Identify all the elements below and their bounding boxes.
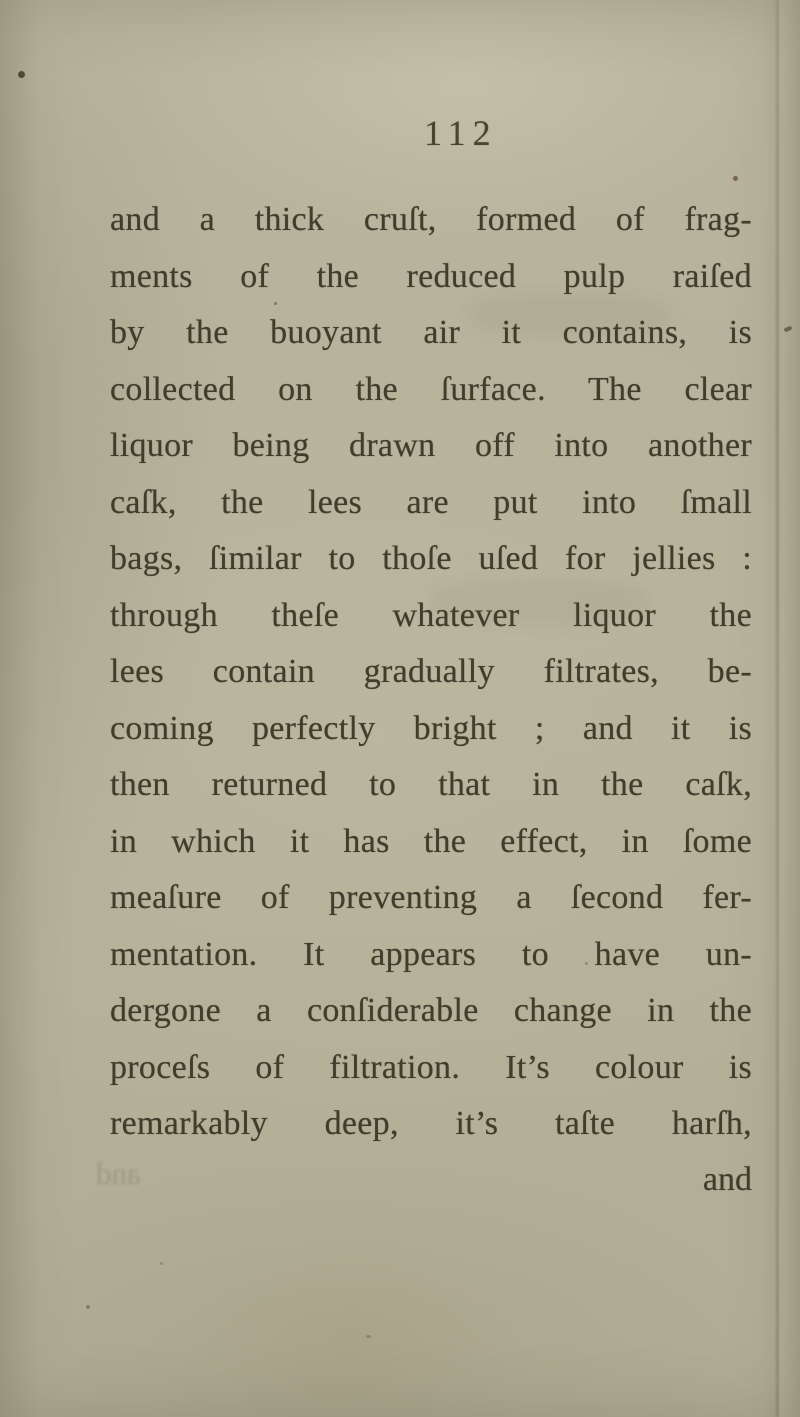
paper-speck [366, 1335, 371, 1338]
paper-speck [160, 1262, 163, 1265]
text-line: ments of the reduced pulp raiſed [110, 257, 752, 295]
text-line: meaſure of preventing a ſecond fer- [110, 879, 752, 916]
page-number: 112 [424, 113, 498, 153]
paper-speck [733, 176, 738, 181]
text-line: and a thick cruſt, formed of frag- [110, 201, 752, 238]
text-line: collected on the ſurface. The clear [110, 370, 752, 408]
text-line: by the buoyant air it contains, is [110, 314, 752, 351]
paper-speck [274, 302, 277, 305]
showthrough-text: and [96, 1156, 141, 1191]
paper-speck [585, 962, 588, 965]
catchword: and [702, 1161, 752, 1198]
text-line: bags, ſimilar to thoſe uſed for jellies : [110, 540, 752, 577]
text-line: caſk, the lees are put into ſmall [110, 483, 752, 521]
paper-speck [18, 71, 25, 78]
page-edge-band [779, 0, 800, 1417]
page-text-block [110, 192, 752, 1153]
text-line: proceſs of filtration. It’s colour is [110, 1048, 752, 1086]
text-line: then returned to that in the caſk, [110, 766, 752, 803]
text-line: coming perfectly bright ; and it is [110, 709, 752, 747]
paper-speck [86, 1305, 90, 1309]
text-line: liquor being drawn off into another [110, 427, 752, 464]
text-line: through theſe whatever liquor the [110, 596, 752, 634]
text-line: remarkably deep, it’s taſte harſh, [110, 1105, 752, 1142]
text-line: in which it has the effect, in ſome [110, 822, 752, 860]
text-line: dergone a conſiderable change in the [110, 992, 752, 1029]
text-line: mentation. It appears to have un- [110, 935, 752, 973]
text-line: lees contain gradually filtrates, be- [110, 653, 752, 690]
